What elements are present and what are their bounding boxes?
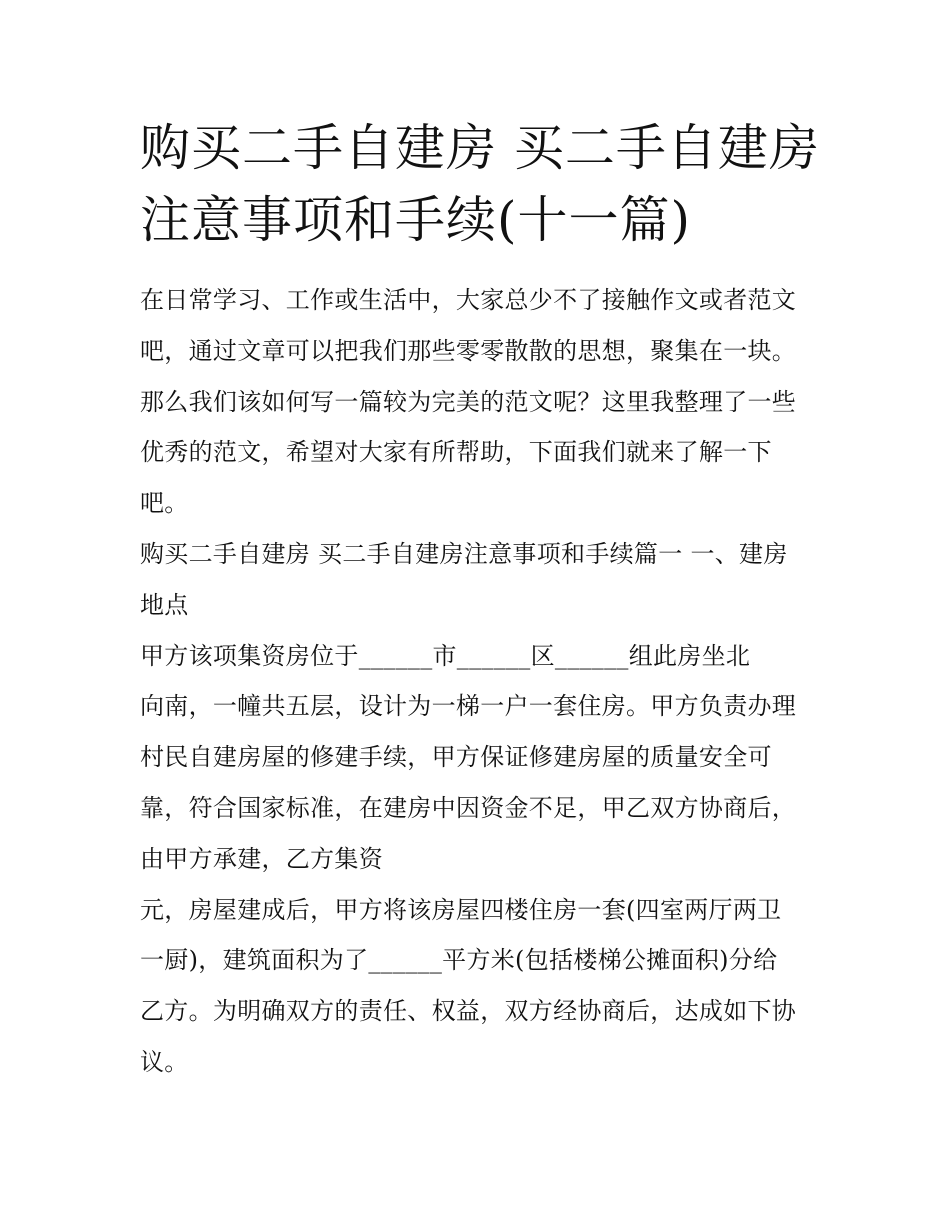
intro-line-3: 那么我们该如何写一篇较为完美的范文呢？这里我整理了一些 [140, 388, 797, 416]
intro-line-2: 吧，通过文章可以把我们那些零零散散的思想，聚集在一块。 [140, 337, 797, 365]
intro-line-1: 在日常学习、工作或生活中，大家总少不了接触作文或者范文 [140, 286, 797, 314]
paragraph2-line-3: 乙方。为明确双方的责任、权益，双方经协商后，达成如下协 [140, 997, 797, 1025]
title-line-1: 购买二手自建房 买二手自建房 [140, 119, 820, 177]
paragraph-line-1: 甲方该项集资房位于______市______区______组此房坐北 [140, 642, 751, 670]
paragraph2-line-1: 元，房屋建成后，甲方将该房屋四楼住房一套(四室两厅两卫 [140, 896, 782, 924]
title-line-2: 注意事项和手续(十一篇) [140, 191, 692, 249]
paragraph2-line-4: 议。 [140, 1048, 189, 1076]
intro-line-5: 吧。 [140, 489, 189, 517]
paragraph-line-4: 靠，符合国家标准，在建房中因资金不足，甲乙双方协商后， [140, 794, 797, 822]
paragraph-line-2: 向南，一幢共五层，设计为一梯一户一套住房。甲方负责办理 [140, 692, 797, 720]
section-heading-line-1: 购买二手自建房 买二手自建房注意事项和手续篇一 一、建房 [140, 540, 788, 568]
paragraph2-line-2: 一厨)，建筑面积为了______平方米(包括楼梯公摊面积)分给 [140, 946, 778, 974]
document-title [140, 112, 820, 256]
intro-line-4: 优秀的范文，希望对大家有所帮助，下面我们就来了解一下 [140, 438, 772, 466]
section-heading-line-2: 地点 [140, 591, 189, 619]
paragraph-line-3: 村民自建房屋的修建手续，甲方保证修建房屋的质量安全可 [140, 743, 772, 771]
paragraph-line-5: 由甲方承建，乙方集资 [140, 845, 383, 873]
